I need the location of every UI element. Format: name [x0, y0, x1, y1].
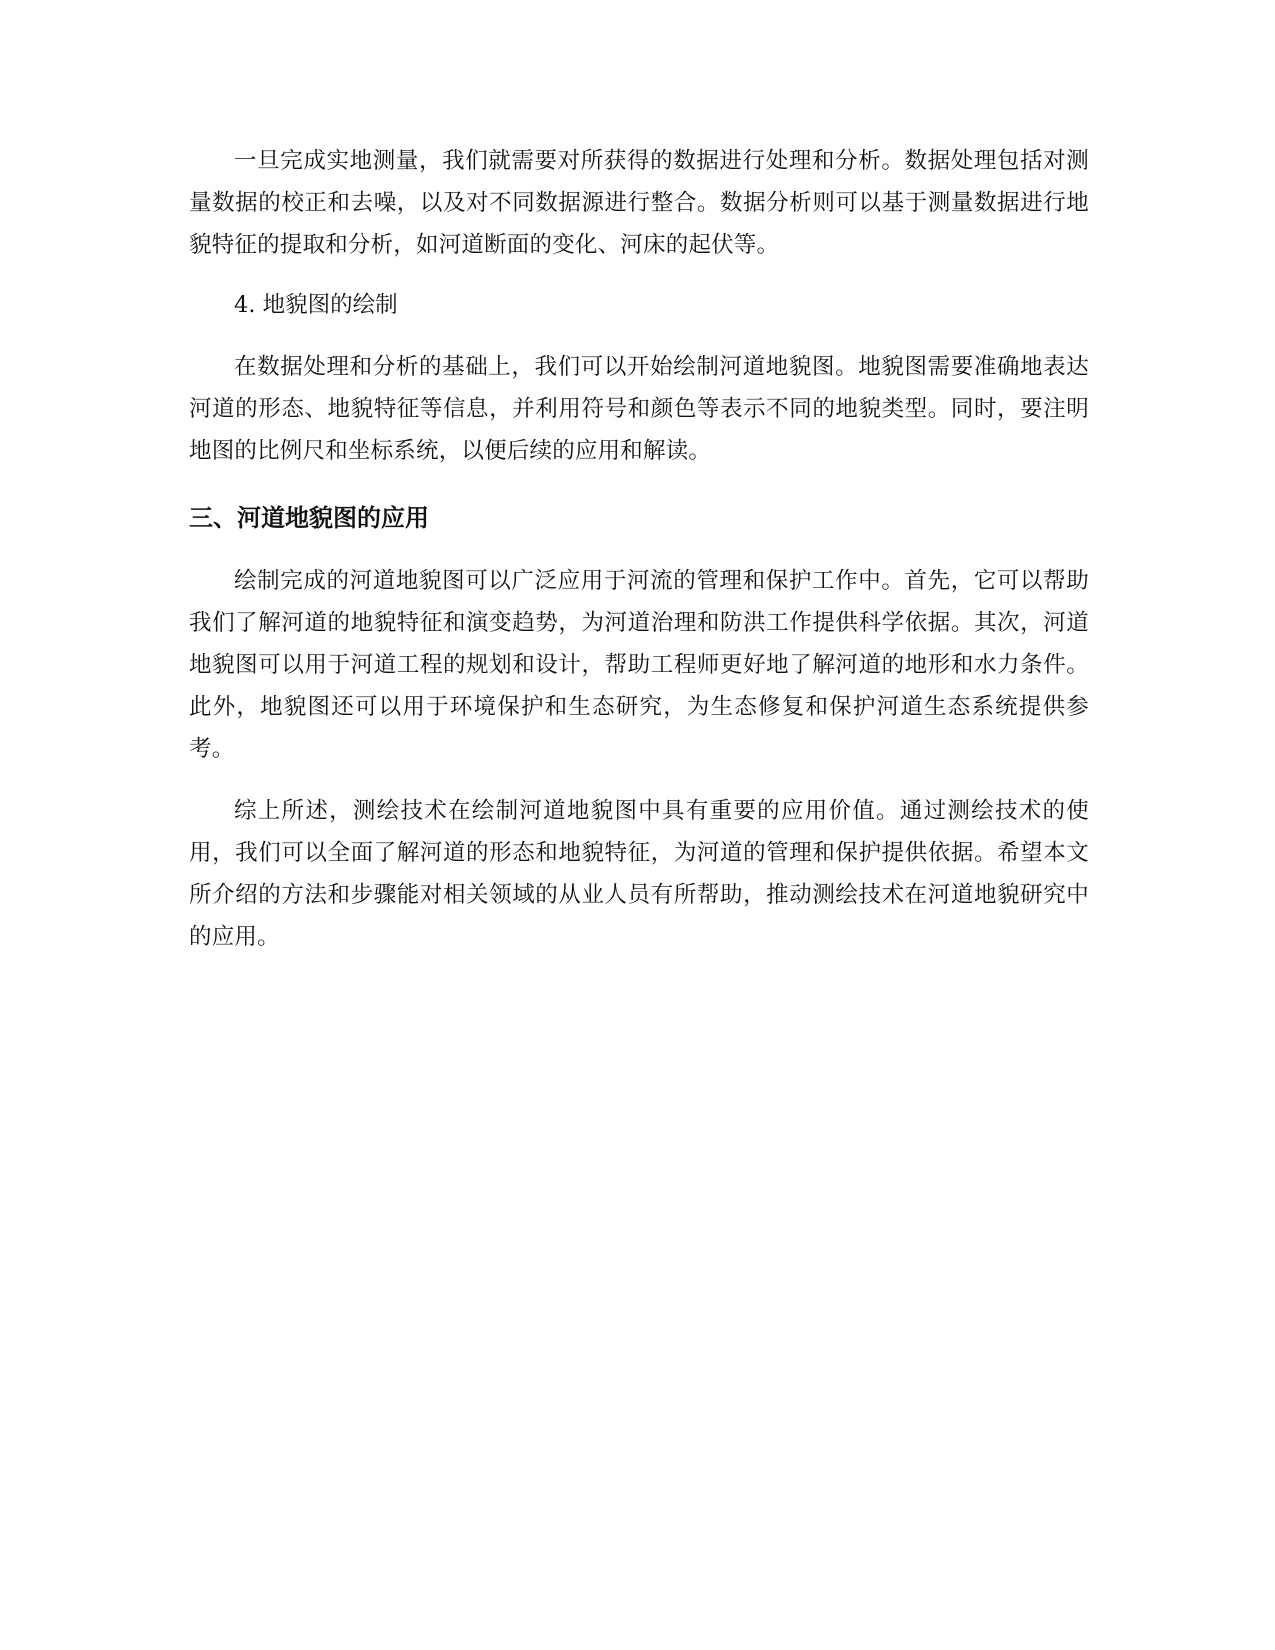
subheading-map-drawing: 4. 地貌图的绘制 — [234, 292, 398, 318]
paragraph-application: 绘制完成的河道地貌图可以广泛应用于河流的管理和保护工作中。首先，它可以帮助我们了解河道的地貌特征和演变趋势，为河道治理和防洪工作提供科学依据。其次，河道地貌图可以用于河道工程的规划和设计，帮助工程师更好地了解河道的地形和水力条件。此外，地貌图还可以用于环境保护和生态研究，为生态修复和保护河道生态系统提供参考。 — [189, 568, 1089, 762]
paragraph-data-processing: 一旦完成实地测量，我们就需要对所获得的数据进行处理和分析。数据处理包括对测量数据的校正和去噪，以及对不同数据源进行整合。数据分析则可以基于测量数据进行地貌特征的提取和分析，如河道断面的变化、河床的起伏等。 — [189, 148, 1089, 258]
paragraph-conclusion: 综上所述，测绘技术在绘制河道地貌图中具有重要的应用价值。通过测绘技术的使用，我们可以全面了解河道的形态和地貌特征，为河道的管理和保护提供依据。希望本文所介绍的方法和步骤能对相关领域的从业人员有所帮助，推动测绘技术在河道地貌研究中的应用。 — [189, 798, 1089, 950]
paragraph-map-drawing: 在数据处理和分析的基础上，我们可以开始绘制河道地貌图。地貌图需要准确地表达河道的形态、地貌特征等信息，并利用符号和颜色等表示不同的地貌类型。同时，要注明地图的比例尺和坐标系统，以便后续的应用和解读。 — [189, 354, 1089, 464]
section-heading-application: 三、河道地貌图的应用 — [189, 504, 429, 532]
document-page — [189, 140, 1089, 958]
